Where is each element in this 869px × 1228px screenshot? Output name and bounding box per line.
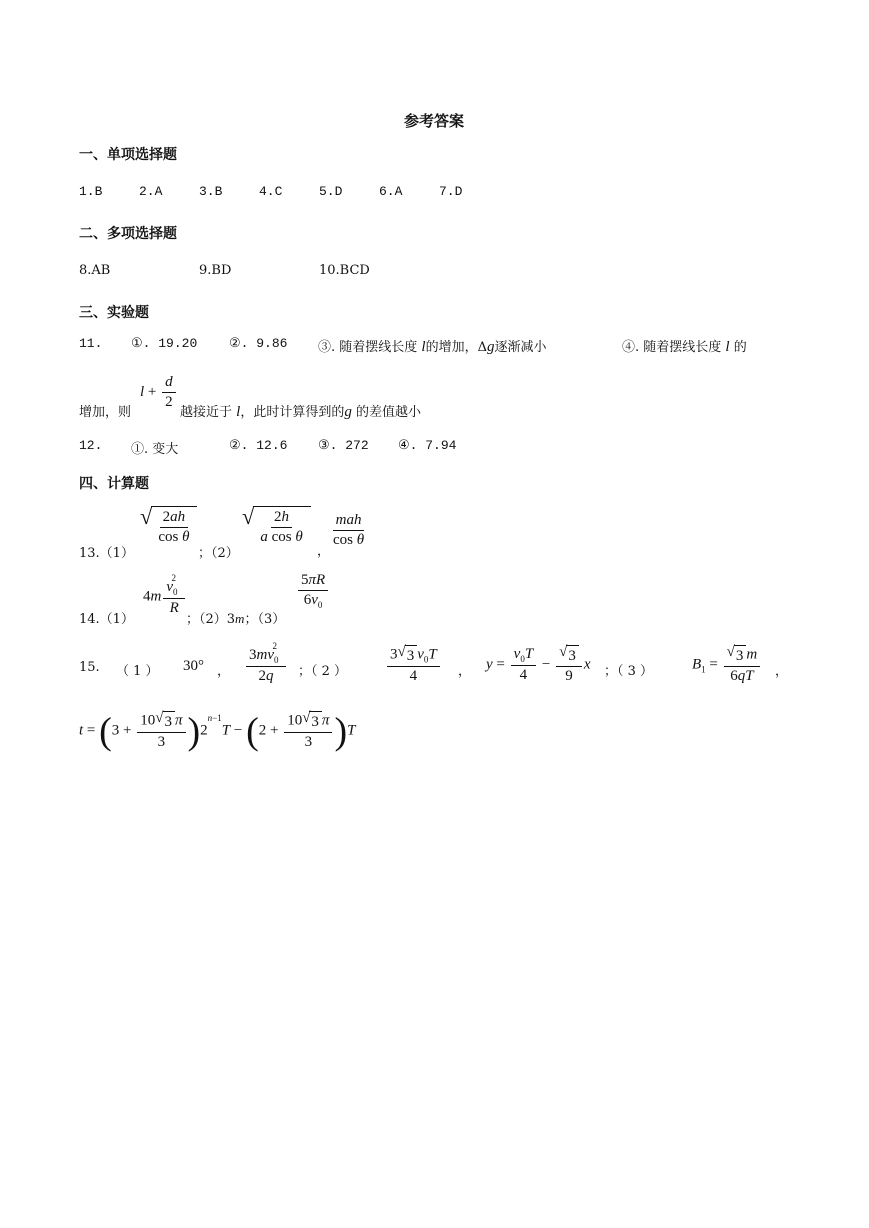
answer-1: 1.B [79, 184, 103, 199]
q15-comma-1: ， [217, 664, 231, 679]
answer-3: 3.B [199, 184, 223, 199]
q15-part1-label: （ 1 ） [116, 664, 159, 679]
answer-9: 9.BD [199, 263, 232, 278]
q13-part2-label: ；（2） [198, 546, 239, 561]
q13-formula-1: √ $\frac{2ah}{\text{cos θ}}$ [140, 506, 197, 547]
section-heading-calculation: 四、计算题 [79, 476, 149, 492]
q11-line2-prefix: 增加，则 [79, 405, 132, 420]
q13-formula-3: $\frac{\text{mah}}{\text{cos θ}}$ [333, 512, 365, 549]
q15-part2-label: ；（ 2 ） [298, 664, 348, 679]
answer-2: 2.A [139, 184, 163, 199]
q12-answer-3: ③. 272 [318, 438, 369, 453]
section-heading-multi-choice: 二、多项选择题 [79, 226, 177, 242]
answer-7: 7.D [439, 184, 463, 199]
q13-separator: ， [317, 544, 331, 559]
q12-answer-1: ①. 变大 [131, 442, 179, 457]
q15-formula-energy: $\frac{3mv_0^2}{2q}$ [244, 645, 288, 686]
q15-comma-3: ， [775, 664, 789, 679]
q11-frac-denominator: 2 [165, 394, 173, 411]
q15-formula-time: t = (3 + 10 √ 3 π 3 )$2^{n-1}T - (2$ + 10 √ 3 π 3 )T [79, 710, 356, 753]
q11-answer-2: ②. 9.86 [229, 336, 288, 351]
section-heading-experiment: 三、实验题 [79, 305, 149, 321]
q11-answer-4: ④. 随着摆线长度 l 的 [622, 339, 747, 355]
q12-answer-2: ②. 12.6 [229, 438, 288, 453]
q15-comma-2: ， [458, 664, 472, 679]
q11-answer-3: ③. 随着摆线长度 l的增加，Δg逐渐减小 [318, 339, 547, 355]
q15-formula-field: $B_1$ = √ 3 m 6qT [692, 645, 762, 686]
q13-formula-2: √ $\frac{2h}{\text{a cos θ}}$ [242, 506, 311, 547]
q14-formula-3: $\frac{5\pi R}{6v_0}$ [296, 572, 330, 611]
q15-angle: 30° [183, 658, 204, 674]
page-title: 参考答案 [404, 112, 465, 130]
q14-part2: ；（2）3m；（3） [186, 611, 286, 627]
q11-number: 11. [79, 336, 103, 351]
q15-formula-distance: 3 √ 3 $v_0T$ 4 [385, 645, 442, 686]
section-heading-single-choice: 一、单项选择题 [79, 147, 177, 163]
answer-10: 10.BCD [319, 263, 370, 278]
q15-formula-line: y = $\frac{v_0T}{4}$ − √ 3 9 x [486, 644, 591, 685]
q11-fraction-expression: l + $\frac{d}{2}$ [140, 374, 178, 412]
answer-8: 8.AB [79, 263, 111, 278]
answer-5: 5.D [319, 184, 343, 199]
q14-number: 14.（1） [79, 612, 134, 627]
q12-number: 12. [79, 438, 103, 453]
q11-frac-numerator: d [162, 374, 176, 393]
q15-part3-label: ；（ 3 ） [604, 664, 654, 679]
q14-formula-1: 4m $\frac{v_0^2}{R}$ [143, 577, 187, 618]
q11-answer-1: ①. 19.20 [131, 336, 198, 351]
q15-number: 15. [79, 660, 100, 675]
q12-answer-4: ④. 7.94 [398, 438, 457, 453]
answer-4: 4.C [259, 184, 283, 199]
q13-number: 13.（1） [79, 546, 134, 561]
answer-6: 6.A [379, 184, 403, 199]
q11-line2-rest: 越接近于 l，此时计算得到的g 的差值越小 [180, 404, 421, 420]
